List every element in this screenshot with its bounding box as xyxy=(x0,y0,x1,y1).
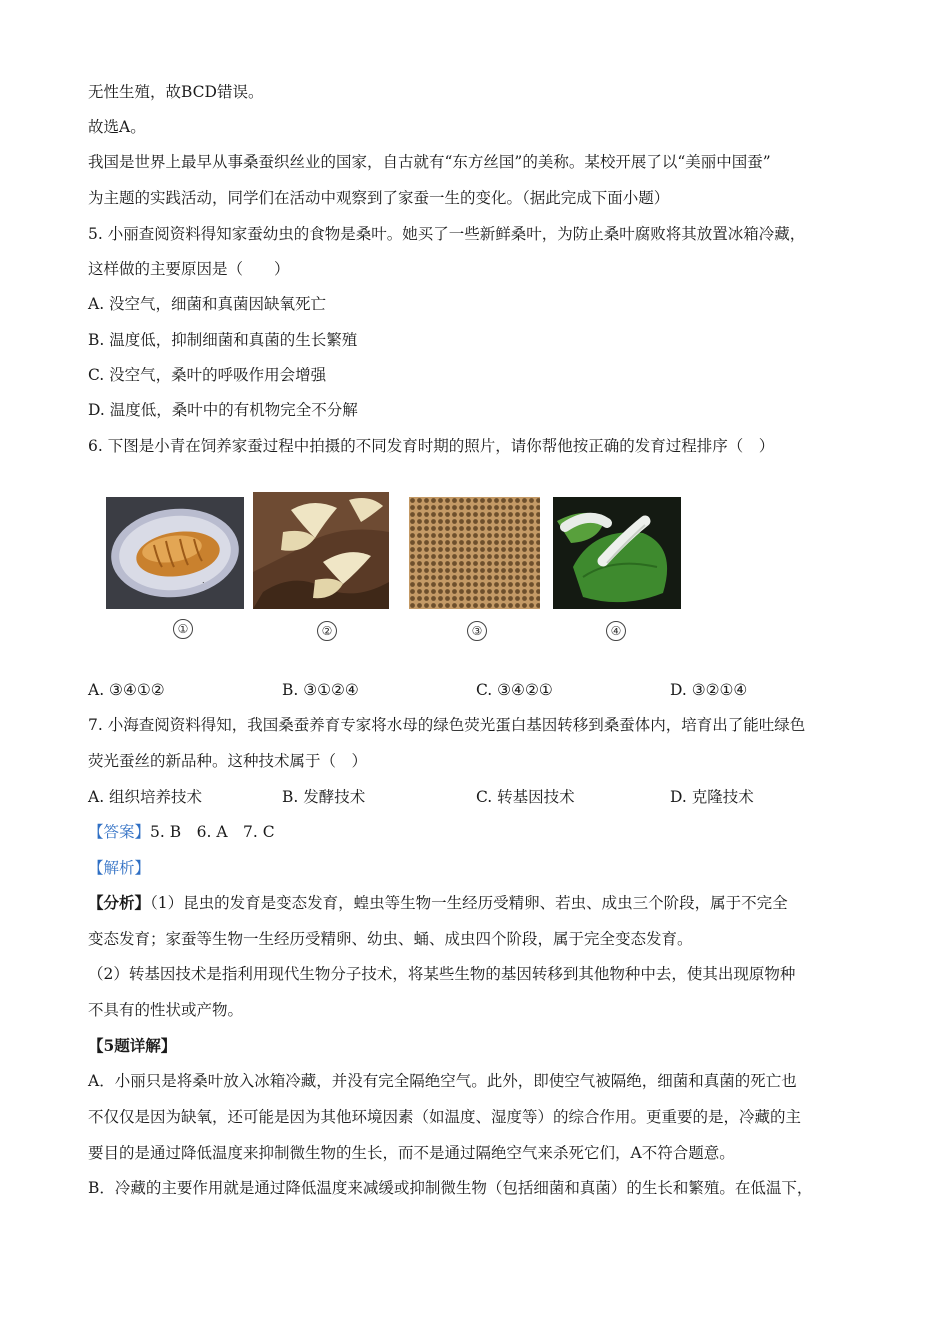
detail-line: B．冷藏的主要作用就是通过降低温度来减缓或抑制微生物（包括细菌和真菌）的生长和繁殖。在低温下， xyxy=(88,1179,813,1197)
question-7-stem: 7. 小海查阅资料得知，我国桑蚕养育专家将水母的绿色荧光蛋白基因转移到桑蚕体内，培育出了能吐绿色 xyxy=(88,716,806,734)
answer-line xyxy=(88,821,862,843)
caption-4: ④ xyxy=(606,621,626,641)
analysis-text: （1）昆虫的发育是变态发育，蝗虫等生物一生经历受精卵、若虫、成虫三个阶段，属于不完全 xyxy=(150,894,788,912)
photo-larvae xyxy=(553,497,681,609)
question-6-option-c: C. ③④②① xyxy=(476,681,553,699)
question-7-option-b: B. 发酵技术 xyxy=(282,788,366,806)
text-line: 无性生殖，故BCD错误。 xyxy=(88,83,264,101)
question-5-stem: 这样做的主要原因是（ ） xyxy=(88,260,290,278)
question-5-option-c: C. 没空气，桑叶的呼吸作用会增强 xyxy=(88,366,327,384)
analysis-tag: 【解析】 xyxy=(88,859,151,877)
question-7-stem: 荧光蚕丝的新品种。这种技术属于（ ） xyxy=(88,752,368,770)
analysis-line: （2）转基因技术是指利用现代生物分子技术，将某些生物的基因转移到其他物种中去，使其出现原物种 xyxy=(88,965,796,983)
caption-2: ② xyxy=(317,621,337,641)
question-7-option-a: A. 组织培养技术 xyxy=(88,788,203,806)
detail-5-tag: 【5题详解】 xyxy=(88,1036,177,1055)
question-6-option-b: B. ③①②④ xyxy=(282,681,359,699)
question-6-option-a: A. ③④①② xyxy=(88,681,165,699)
text-line: 故选A。 xyxy=(88,118,146,136)
answer-text: 5. B 6. A 7. C xyxy=(150,823,275,841)
detail-line: 要目的是通过降低温度来抑制微生物的生长，而不是通过隔绝空气来杀死它们，A不符合题意。 xyxy=(88,1144,735,1162)
detail-line: A．小丽只是将桑叶放入冰箱冷藏，并没有完全隔绝空气。此外，即使空气被隔绝，细菌和真菌的死亡也 xyxy=(88,1072,797,1090)
answer-tag: 【答案】 xyxy=(88,823,151,841)
analysis-line: 不具有的性状或产物。 xyxy=(88,1001,244,1019)
caption-3: ③ xyxy=(467,621,487,641)
intro-line: 我国是世界上最早从事桑蚕织丝业的国家，自古就有“东方丝国”的美称。某校开展了以“美丽中国蚕” xyxy=(88,153,771,171)
question-5-option-a: A. 没空气，细菌和真菌因缺氧死亡 xyxy=(88,295,327,313)
svg-text:.: . xyxy=(202,576,205,585)
question-5-stem: 5. 小丽查阅资料得知家蚕幼虫的食物是桑叶。她买了一些新鲜桑叶，为防止桑叶腐败将其放置冰箱冷藏， xyxy=(88,225,806,243)
caption-1: ① xyxy=(173,619,193,639)
question-6-option-d: D. ③②①④ xyxy=(670,681,748,699)
photo-eggs xyxy=(409,497,540,609)
analysis-label: 【分析】 xyxy=(88,893,151,912)
intro-line: 为主题的实践活动，同学们在活动中观察到了家蚕一生的变化。（据此完成下面小题） xyxy=(88,189,670,207)
photo-pupa xyxy=(106,497,244,609)
question-6-stem: 6. 下图是小青在饲养家蚕过程中拍摄的不同发育时期的照片，请你帮他按正确的发育过程排序（ ） xyxy=(88,437,775,455)
question-7-option-d: D. 克隆技术 xyxy=(670,788,754,806)
analysis-line: 变态发育；家蚕等生物一生经历受精卵、幼虫、蛹、成虫四个阶段，属于完全变态发育。 xyxy=(88,930,693,948)
question-5-option-d: D. 温度低，桑叶中的有机物完全不分解 xyxy=(88,401,358,419)
detail-line: 不仅仅是因为缺氧，还可能是因为其他环境因素（如温度、湿度等）的综合作用。更重要的是，冷藏的主 xyxy=(88,1108,802,1126)
question-7-option-c: C. 转基因技术 xyxy=(476,788,575,806)
photo-moths xyxy=(253,492,389,609)
question-5-option-b: B. 温度低，抑制细菌和真菌的生长繁殖 xyxy=(88,331,358,349)
analysis-line xyxy=(88,892,862,914)
